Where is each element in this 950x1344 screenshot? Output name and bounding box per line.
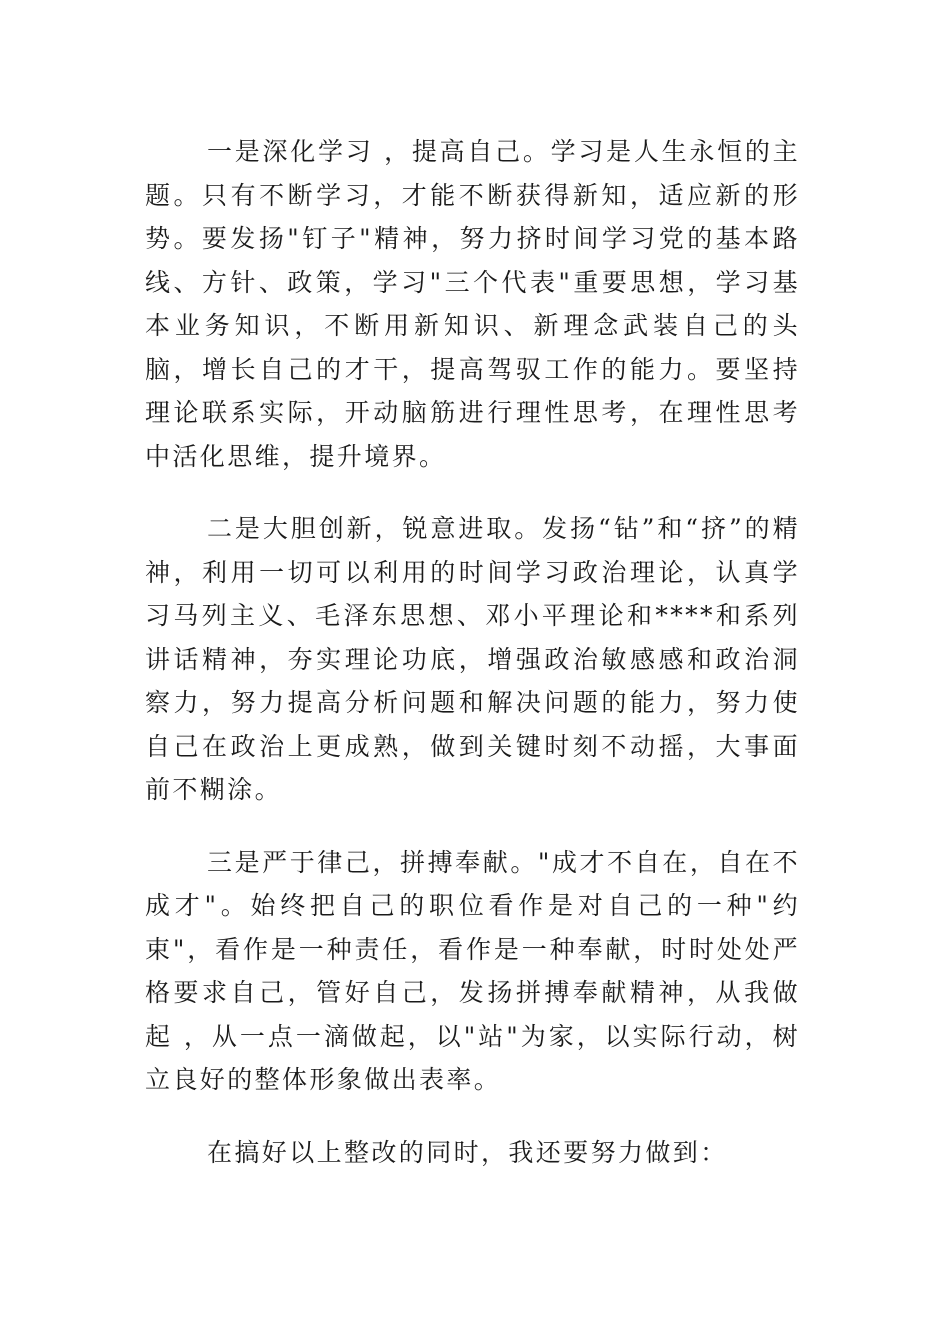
paragraph-4: 在搞好以上整改的同时，我还要努力做到：	[207, 1137, 728, 1167]
paragraph-3: 三是严于律己，拼搏奉献。"成才不自在，自在不成才"。始终把自己的职位看作是对自己的一种"约束"，看作是一种责任，看作是一种奉献，时时处处严格要求自己，管好自己，发扬拼搏奉献精神，从我做起 ，从一点一滴做起，以"站"为家，以实际行动，树立良好的整体形象做出表率。	[145, 847, 800, 1094]
paragraph-2: 二是大胆创新，锐意进取。发扬“钻”和“挤”的精神，利用一切可以利用的时间学习政治理论，认真学习马列主义、毛泽东思想、邓小平理论和****和系列讲话精神，夯实理论功底，增强政治敏感感和政治洞察力，努力提高分析问题和解决问题的能力，努力使自己在政治上更成熟，做到关键时刻不动摇，大事面前不糊涂。	[145, 514, 800, 804]
document-body	[145, 130, 800, 1203]
paragraph-1: 一是深化学习 ，提高自己。学习是人生永恒的主题。只有不断学习，才能不断获得新知，适应新的形势。要发扬"钉子"精神，努力挤时间学习党的基本路线、方针、政策，学习"三个代表"重要思想，学习基本业务知识，不断用新知识、新理念武装自己的头脑，增长自己的才干，提高驾驭工作的能力。要坚持理论联系实际，开动脑筋进行理性思考，在理性思考中活化思维，提升境界。	[145, 137, 800, 471]
